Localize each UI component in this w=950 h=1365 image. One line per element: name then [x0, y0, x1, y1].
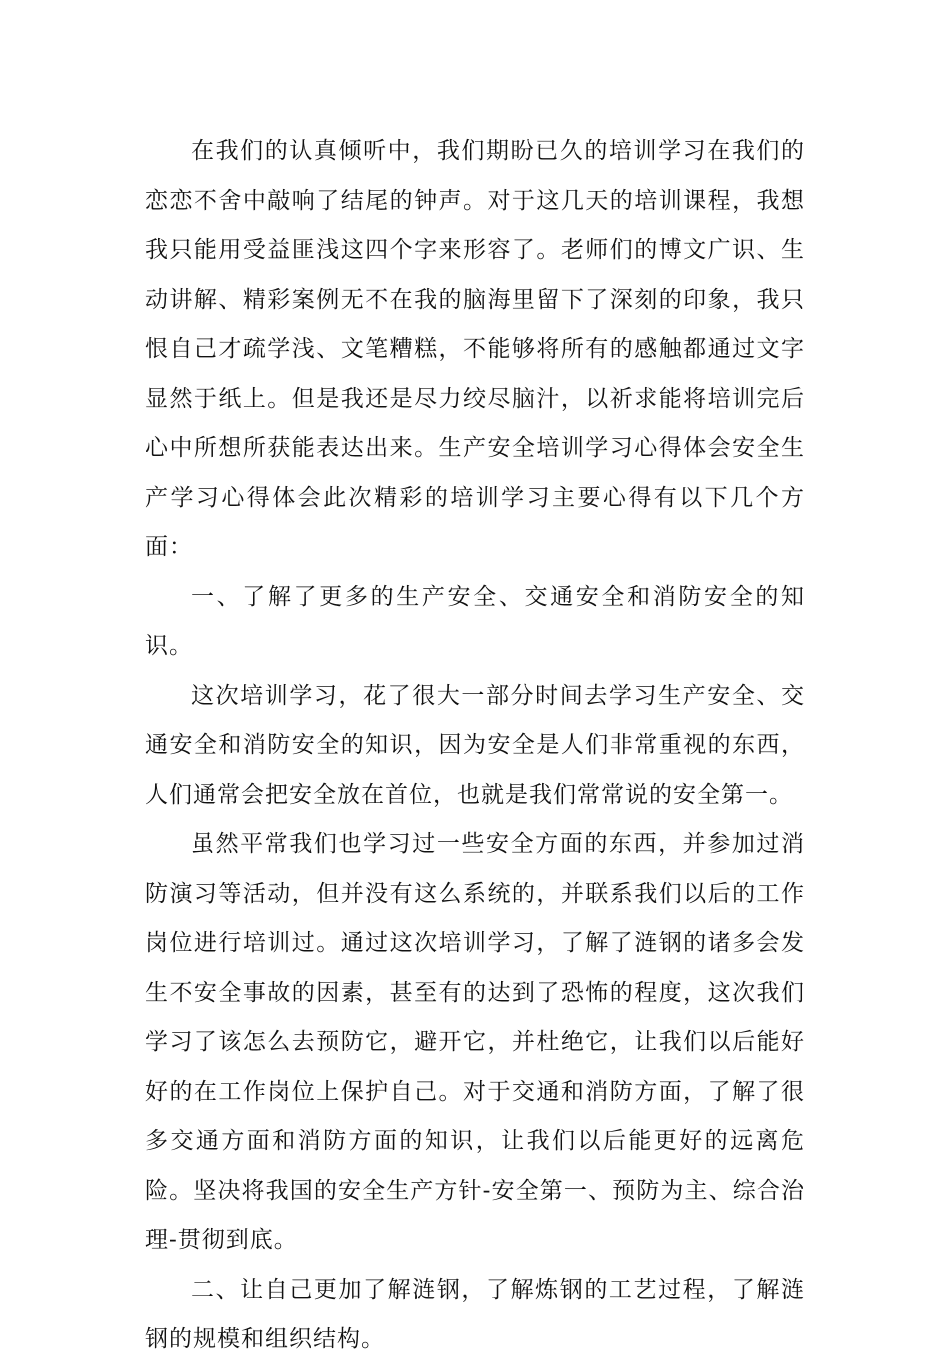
paragraph-intro: 在我们的认真倾听中，我们期盼已久的培训学习在我们的恋恋不舍中敲响了结尾的钟声。对于这几天的培训课程，我想我只能用受益匪浅这四个字来形容了。老师们的博文广识、生动讲解、精彩案例无不在我的脑海里留下了深刻的印象，我只恨自己才疏学浅、文笔糟糕，不能够将所有的感触都通过文字显然于纸上。但是我还是尽力绞尽脑汁，以祈求能将培训完后心中所想所获能表达出来。生产安全培训学习心得体会安全生产学习心得体会此次精彩的培训学习主要心得有以下几个方面：: [145, 138, 805, 560]
paragraph-heading-2: 二、让自己更加了解涟钢，了解炼钢的工艺过程，了解涟钢的规模和组织结构。: [145, 1276, 805, 1352]
paragraph-heading-1: 一、了解了更多的生产安全、交通安全和消防安全的知识。: [145, 583, 805, 659]
document-body: [145, 127, 805, 1365]
paragraph-safety-knowledge: 这次培训学习，花了很大一部分时间去学习生产安全、交通安全和消防安全的知识，因为安全是人们非常重视的东西，人们通常会把安全放在首位，也就是我们常常说的安全第一。: [145, 682, 805, 808]
paragraph-safety-training: 虽然平常我们也学习过一些安全方面的东西，并参加过消防演习等活动，但并没有这么系统的，并联系我们以后的工作岗位进行培训过。通过这次培训学习，了解了涟钢的诸多会发生不安全事故的因素，甚至有的达到了恐怖的程度，这次我们学习了该怎么去预防它，避开它，并杜绝它，让我们以后能好好的在工作岗位上保护自己。对于交通和消防方面，了解了很多交通方面和消防方面的知识，让我们以后能更好的远离危险。坚决将我国的安全生产方针-安全第一、预防为主、综合治理-贯彻到底。: [145, 831, 805, 1253]
